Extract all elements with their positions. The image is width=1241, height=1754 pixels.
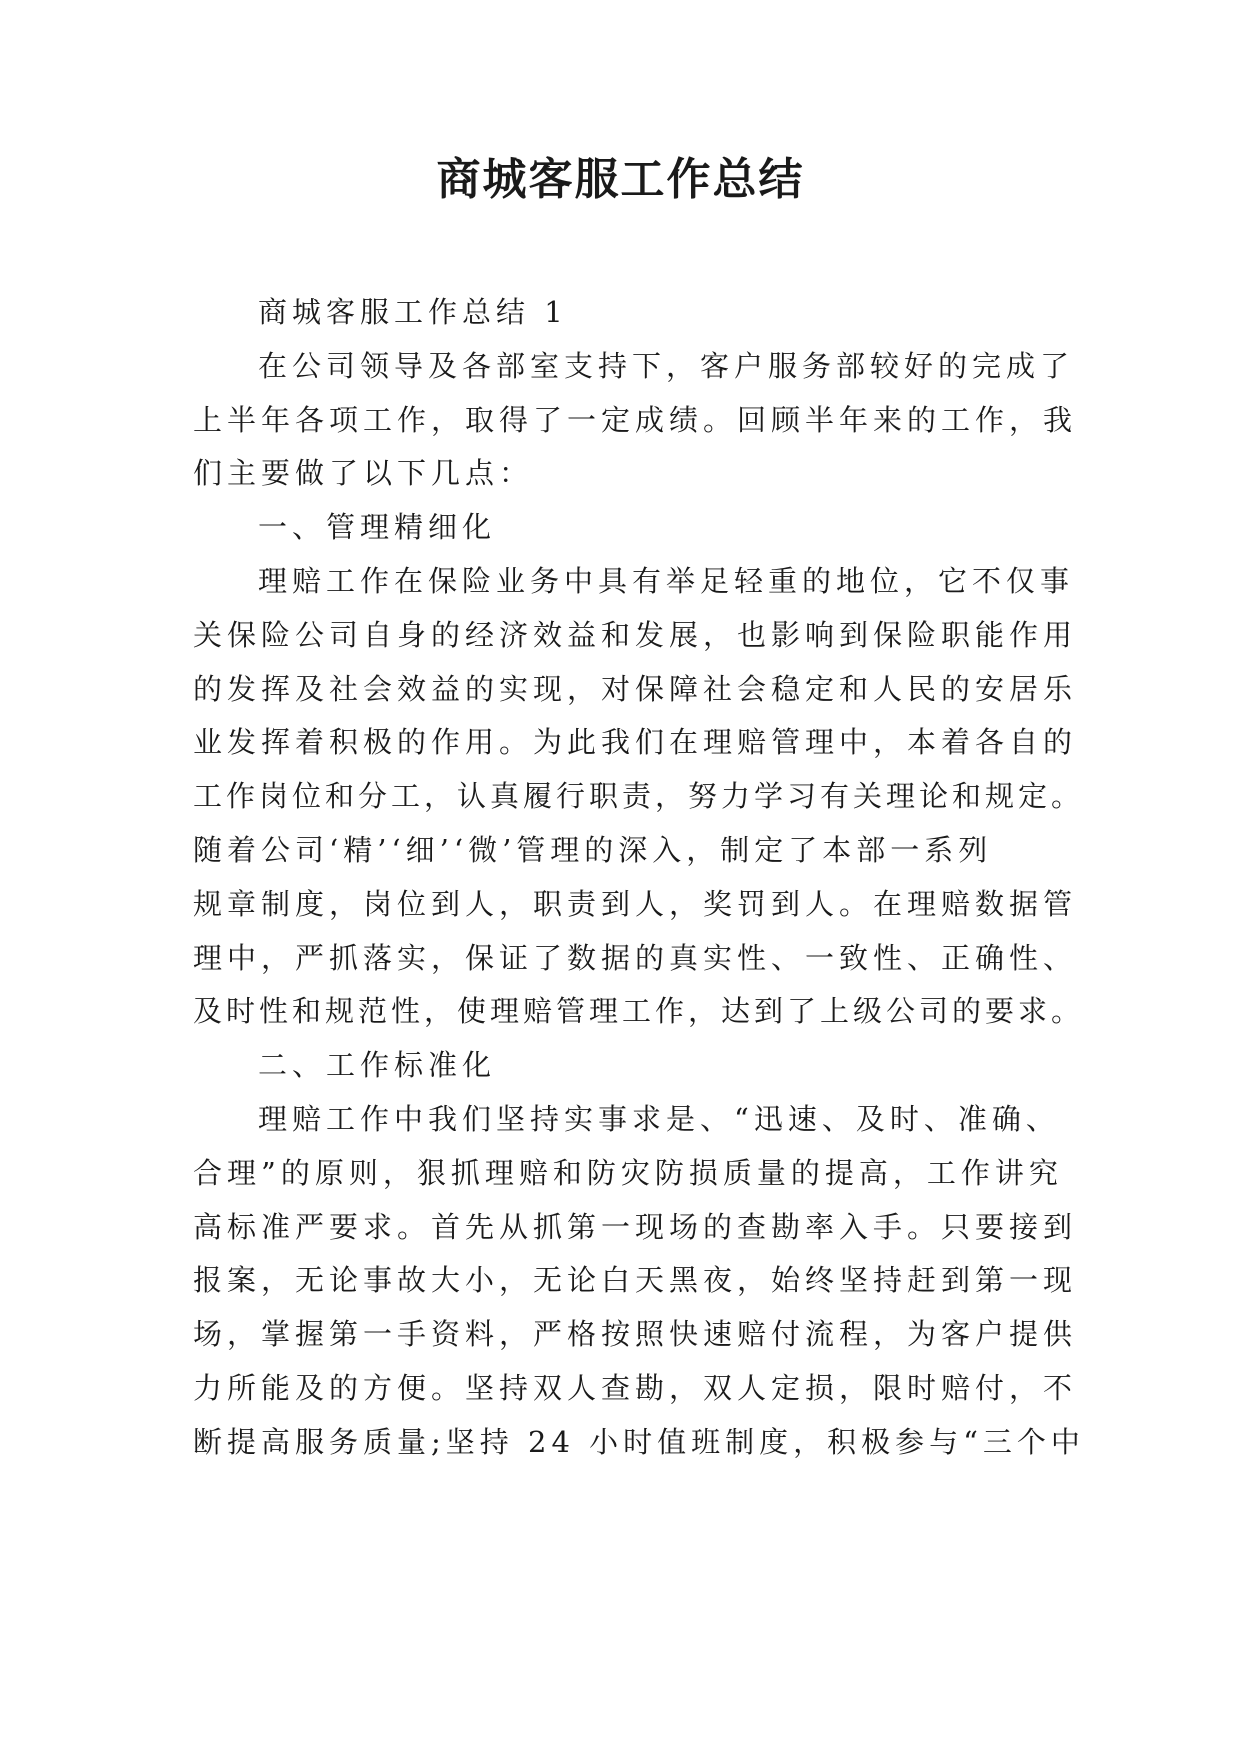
text-line: 业发挥着积极的作用。为此我们在理赔管理中，本着各自的 — [193, 725, 1078, 760]
text-line: 及时性和规范性，使理赔管理工作，达到了上级公司的要求。 — [193, 994, 1085, 1029]
text-line: 工作岗位和分工，认真履行职责，努力学习有关理论和规定。 — [193, 779, 1085, 814]
text-line: 关保险公司自身的经济效益和发展，也影响到保险职能作用 — [193, 617, 1078, 652]
text-line: 报案，无论事故大小，无论白天黑夜，始终坚持赶到第一现 — [193, 1263, 1078, 1298]
text-line: 商城客服工作总结 1 — [258, 295, 568, 329]
text-line: 理赔工作中我们坚持实事求是、“迅速、及时、准确、 — [258, 1102, 1060, 1136]
text-line: 一、管理精细化 — [258, 510, 497, 545]
text-line: 理赔工作在保险业务中具有举足轻重的地位，它不仅事 — [258, 564, 1075, 598]
text-line: 们主要做了以下几点： — [193, 456, 534, 491]
text-line: 在公司领导及各部室支持下，客户服务部较好的完成了 — [258, 348, 1075, 383]
text-line: 场，掌握第一手资料，严格按照快速赔付流程，为客户提供 — [193, 1317, 1078, 1352]
text-line: 的发挥及社会效益的实现，对保障社会稳定和人民的安居乐 — [193, 671, 1078, 706]
text-line: 上半年各项工作，取得了一定成绩。回顾半年来的工作，我 — [193, 402, 1078, 437]
text-line: 二、工作标准化 — [258, 1048, 497, 1083]
page-title: 商城客服工作总结 — [436, 154, 805, 205]
text-line: 合理”的原则，狠抓理赔和防灾防损质量的提高，工作讲究 — [193, 1155, 1063, 1190]
text-line: 力所能及的方便。坚持双人查勘，双人定损，限时赔付，不 — [193, 1371, 1078, 1405]
text-line: 随着公司‘精’‘细’‘微’管理的深入，制定了本部一系列 — [193, 833, 993, 867]
text-line: 理中，严抓落实，保证了数据的真实性、一致性、正确性、 — [193, 940, 1078, 975]
text-line: 高标准严要求。首先从抓第一现场的查勘率入手。只要接到 — [193, 1209, 1078, 1244]
text-line: 断提高服务质量;坚持 24 小时值班制度，积极参与“三个中 — [193, 1424, 1085, 1459]
text-line: 规章制度，岗位到人，职责到人，奖罚到人。在理赔数据管 — [193, 886, 1078, 921]
